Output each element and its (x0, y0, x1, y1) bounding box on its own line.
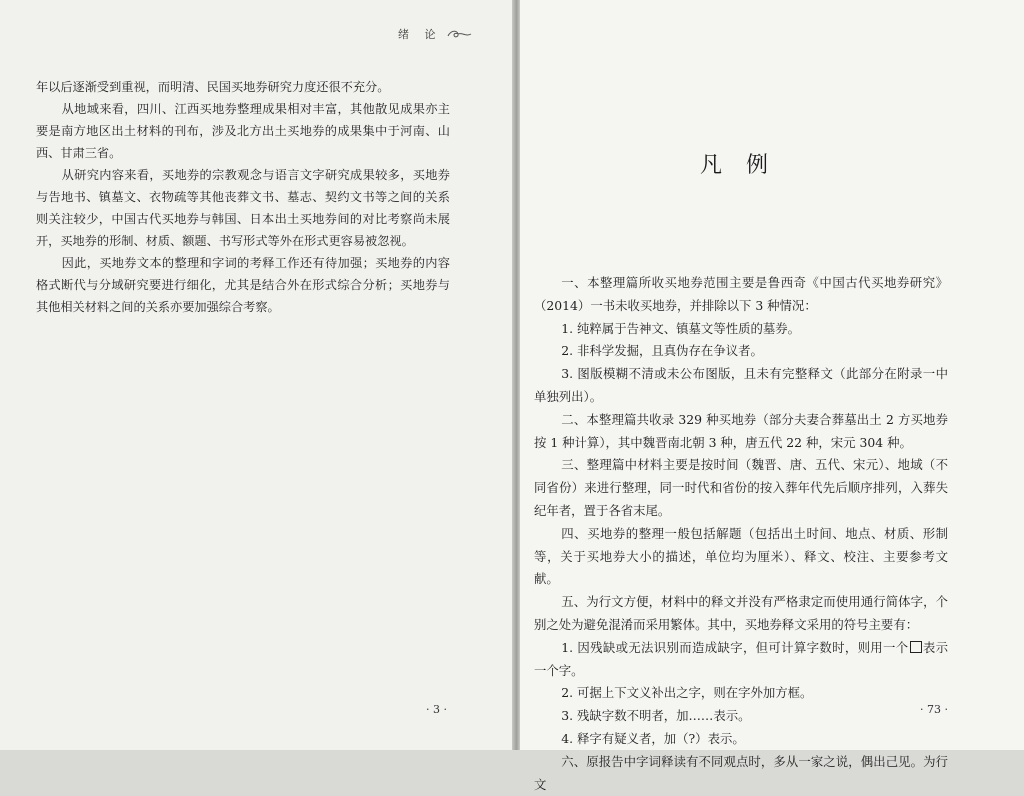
empty-box-symbol-icon (910, 641, 922, 653)
left-page (0, 0, 515, 750)
rule-item: 五、为行文方便，材料中的释文并没有严格隶定而使用通行简体字，个别之处为避免混淆而采用繁体。其中，买地券释文采用的符号主要有： (534, 594, 948, 632)
right-body-text (534, 272, 948, 796)
left-paragraph: 从地域来看，四川、江西买地券整理成果相对丰富，其他散见成果亦主要是南方地区出土材料的刊布，涉及北方出土买地券的成果集中于河南、山西、甘肃三省。 (36, 102, 450, 160)
rule-item (534, 637, 948, 683)
rule-item: 2. 非科学发掘，且真伪存在争议者。 (561, 343, 763, 359)
rule-item: 3. 残缺字数不明者，加……表示。 (561, 708, 751, 724)
left-paragraph: 从研究内容来看，买地券的宗教观念与语言文字研究成果较多，买地券与告地书、镇墓文、衣物疏等其他丧葬文书、墓志、契约文书等之间的关系则关注较少，中国古代买地券与韩国、日本出土买地券间的对比考察尚未展开，买地券的形制、材质、额题、书写形式等外在形式更容易被忽视。 (36, 168, 450, 248)
page-title: 凡例 (700, 153, 793, 178)
rule-item: 4. 释字有疑义者，加（?）表示。 (561, 730, 745, 746)
running-head (398, 26, 472, 42)
left-paragraph: 年以后逐渐受到重视，而明清、民国买地券研究力度还很不充分。 (36, 80, 390, 94)
rule-item: 三、整理篇中材料主要是按时间（魏晋、唐、五代、宋元）、地域（不同省份）来进行整理，同一时代和省份的按入葬年代先后顺序排列，入葬失纪年者，置于各省末尾。 (534, 457, 948, 518)
rule-item: 1. 纯粹属于告神文、镇墓文等性质的墓券。 (561, 320, 801, 336)
rule-item: 四、买地券的整理一般包括解题（包括出土时间、地点、材质、形制等，关于买地券大小的描述，单位均为厘米）、释文、校注、主要参考文献。 (534, 525, 948, 587)
rule-item-text: 1. 因残缺或无法识别而造成缺字，但可计算字数时，则用一个 (561, 639, 909, 655)
rule-item: 3. 图版模糊不清或未公布图版，且未有完整释文（此部分在附录一中单独列出）。 (534, 366, 948, 404)
page-number: · 73 · (920, 703, 948, 716)
left-paragraph: 因此，买地券文本的整理和字词的考释工作还有待加强；买地券的内容格式断代与分域研究要进行细化，尤其是结合外在形式综合分析；买地券与其他相关材料之间的关系亦要加强综合考察。 (36, 256, 450, 314)
rule-item: 二、本整理篇共收录 329 种买地券（部分夫妻合葬墓出土 2 方买地券按 1 种计算），其中魏晋南北朝 3 种，唐五代 22 种，宋元 304 种。 (534, 411, 948, 450)
rule-item: 一、本整理篇所收买地券范围主要是鲁西奇《中国古代买地券研究》（2014）一书未收买地券，并排除以下 3 种情况： (534, 275, 948, 313)
running-head-text: 绪 论 (398, 28, 442, 41)
swirl-ornament-icon (446, 28, 472, 40)
page-number: · 3 · (426, 703, 447, 716)
left-body-text (36, 76, 450, 318)
rule-item-text: 表示一个字。 (534, 639, 949, 678)
rule-item: 六、原报告中字词释读有不同观点时，多从一家之说，偶出己见。为行文 (534, 753, 948, 792)
rule-item: 2. 可据上下文义补出之字，则在字外加方框。 (561, 685, 813, 701)
